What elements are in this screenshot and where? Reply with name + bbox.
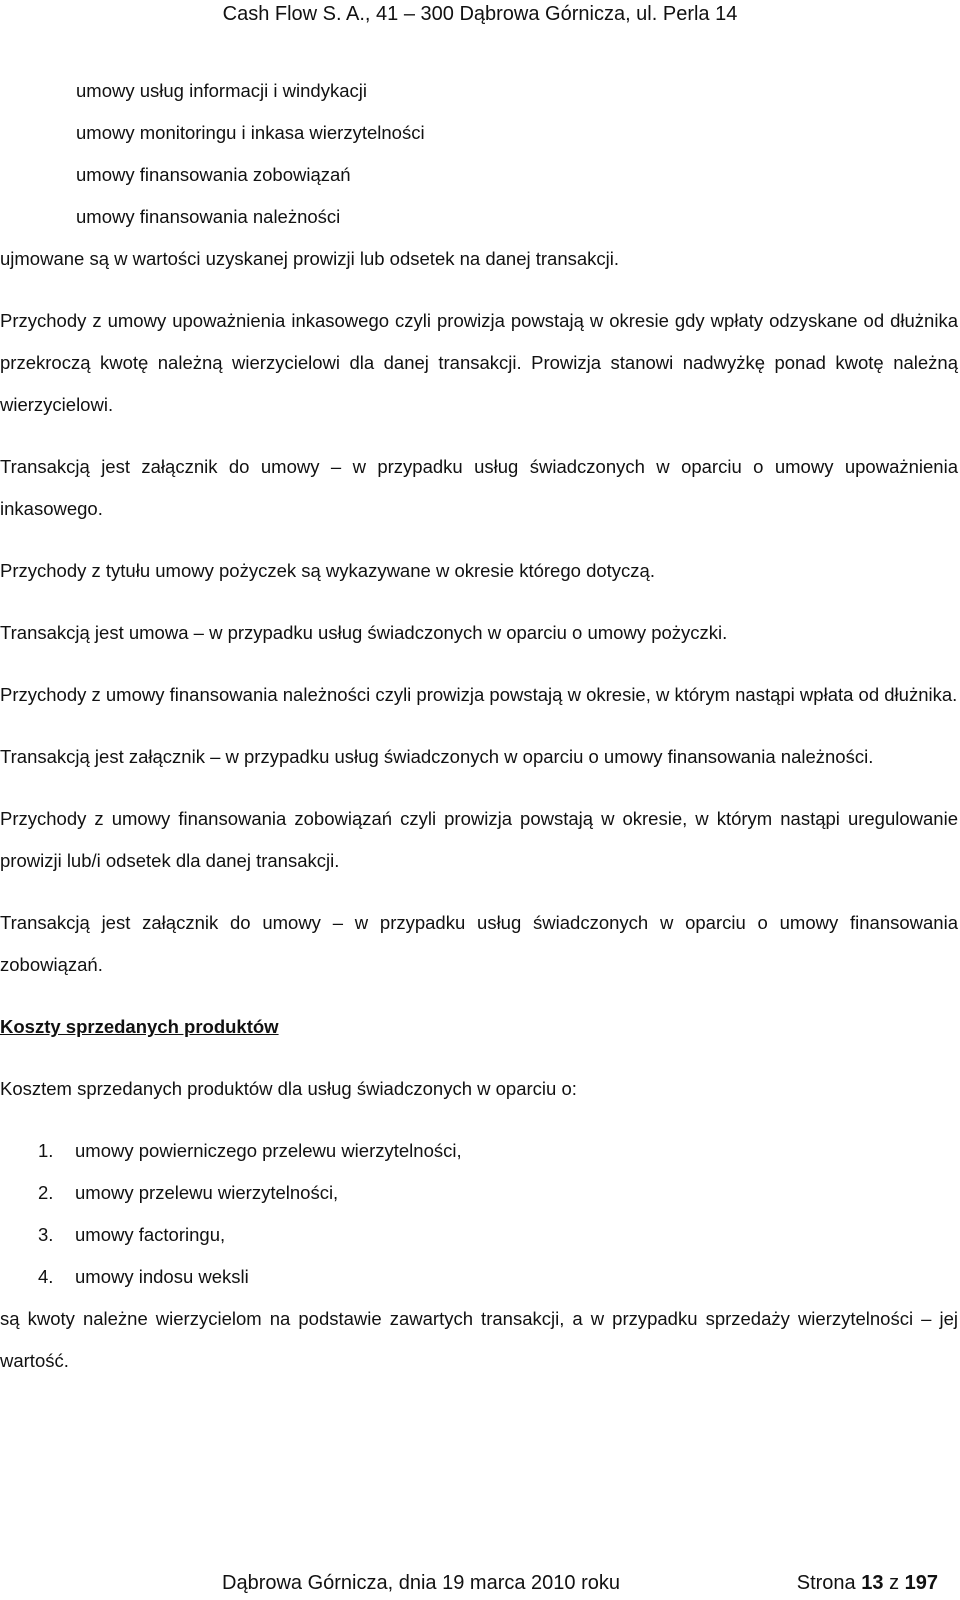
- list-item: umowy finansowania zobowiązań: [76, 164, 351, 185]
- paragraph-receivables-transaction: Transakcją jest załącznik – w przypadku usług świadczonych w oparciu o umowy finansowania należności.: [0, 746, 874, 767]
- list-text: umowy factoringu,: [75, 1224, 226, 1245]
- list-text: umowy powierniczego przelewu wierzytelności,: [75, 1140, 462, 1161]
- list-item: [38, 1172, 958, 1214]
- list-number: 3.: [38, 1224, 54, 1245]
- footer-place-date: Dąbrowa Górnicza, dnia 19 marca 2010 roku: [222, 1572, 620, 1594]
- paragraph-receivables-revenue: Przychody z umowy finansowania należności czyli prowizja powstają w okresie, w którym nastąpi wpłata od dłużnika.: [0, 684, 958, 705]
- list-number: 4.: [38, 1266, 54, 1287]
- section-intro: Kosztem sprzedanych produktów dla usług świadczonych w oparciu o:: [0, 1078, 577, 1099]
- page-header: Cash Flow S. A., 41 – 300 Dąbrowa Górnicza, ul. Perla 14: [222, 3, 738, 25]
- page-separator: z: [889, 1572, 900, 1594]
- page-label: Strona: [796, 1572, 856, 1594]
- list-item: [38, 1214, 958, 1256]
- paragraph-liabilities-revenue: Przychody z umowy finansowania zobowiązań czyli prowizja powstają w okresie, w którym nastąpi uregulowanie prowizji lub/i odsetek dla danej transakcji.: [0, 808, 958, 871]
- intro-list: [0, 70, 958, 238]
- paragraph-inkaso-revenue: Przychody z umowy upoważnienia inkasowego czyli prowizja powstają w okresie gdy wpłaty odzyskane od dłużnika przekroczą kwotę należną wierzycielowi dla danej transakcji. Prowizja stanowi nadwyżkę ponad kwotę należną wierzycielowi.: [0, 310, 958, 415]
- page-current: 13: [861, 1572, 884, 1594]
- list-item: [38, 1130, 958, 1172]
- list-item: umowy finansowania należności: [76, 206, 341, 227]
- paragraph-loan-transaction: Transakcją jest umowa – w przypadku usług świadczonych w oparciu o umowy pożyczki.: [0, 622, 728, 643]
- document-body: [0, 70, 958, 1402]
- list-number: 2.: [38, 1182, 54, 1203]
- page-footer: [0, 1566, 960, 1600]
- paragraph-ujmowane: ujmowane są w wartości uzyskanej prowizji lub odsetek na danej transakcji.: [0, 248, 620, 269]
- section-heading: Koszty sprzedanych produktów: [0, 1016, 279, 1037]
- cost-list: [0, 1130, 958, 1298]
- list-text: umowy indosu weksli: [75, 1266, 249, 1287]
- list-item: [38, 1256, 958, 1298]
- footer-page-number: [797, 1566, 938, 1600]
- list-item: umowy monitoringu i inkasa wierzytelności: [76, 122, 425, 143]
- page-total: 197: [904, 1572, 938, 1594]
- paragraph-loan-revenue: Przychody z tytułu umowy pożyczek są wykazywane w okresie którego dotyczą.: [0, 560, 655, 581]
- paragraph-liabilities-transaction: Transakcją jest załącznik do umowy – w przypadku usług świadczonych w oparciu o umowy finansowania zobowiązań.: [0, 912, 958, 975]
- list-number: 1.: [38, 1140, 54, 1161]
- list-item: umowy usług informacji i windykacji: [76, 80, 367, 101]
- list-text: umowy przelewu wierzytelności,: [75, 1182, 339, 1203]
- section-closing: są kwoty należne wierzycielom na podstawie zawartych transakcji, a w przypadku sprzedaży wierzytelności – jej wartość.: [0, 1308, 958, 1371]
- paragraph-inkaso-transaction: Transakcją jest załącznik do umowy – w przypadku usług świadczonych w oparciu o umowy upoważnienia inkasowego.: [0, 456, 958, 519]
